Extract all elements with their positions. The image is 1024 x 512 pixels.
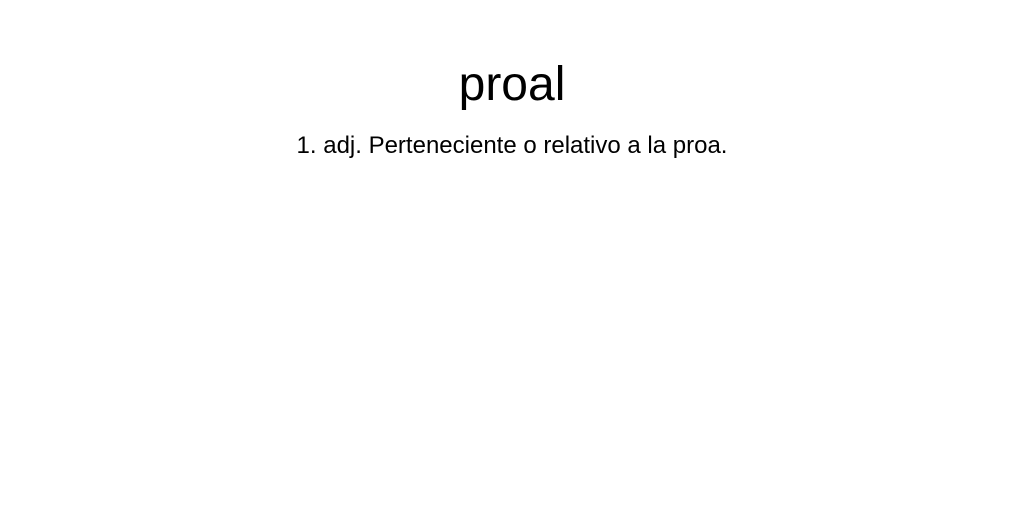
definition: 1. adj. Perteneciente o relativo a la proa.	[296, 132, 728, 159]
headword: proal	[458, 58, 566, 111]
